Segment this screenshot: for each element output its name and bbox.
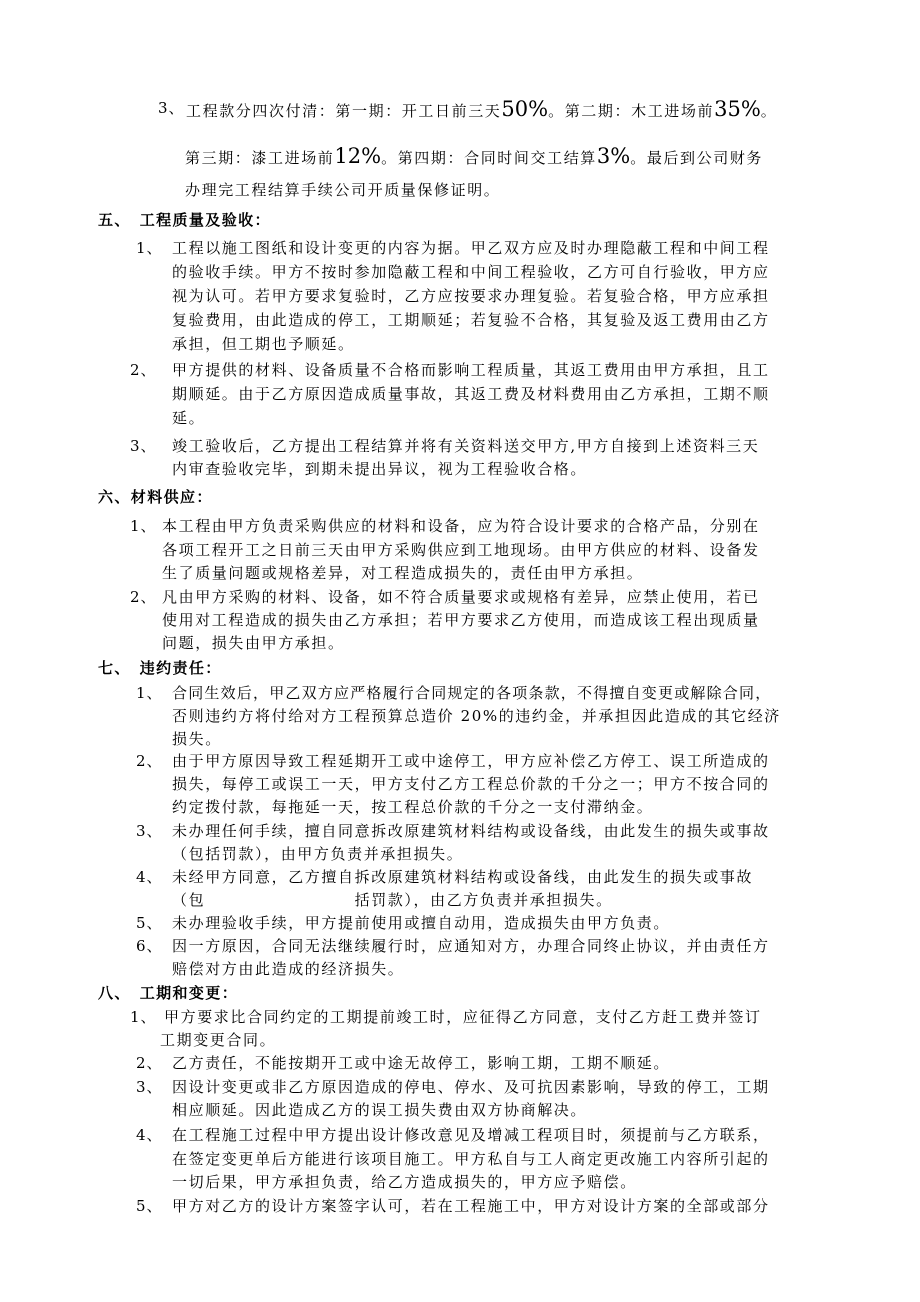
item-number: 1、 <box>136 239 163 257</box>
item-line: 合同生效后，甲乙双方应严格履行合同规定的各项条款，不得擅自变更或解除合同， <box>172 684 772 702</box>
item-line: 相应顺延。因此造成乙方的误工损失费由双方协商解决。 <box>172 1101 588 1119</box>
item-line: 本工程由甲方负责采购供应的材料和设备，应为符合设计要求的合格产品，分别在 <box>162 517 760 535</box>
item-line: 因设计变更或非乙方原因造成的停电、停水、及可抗因素影响，导致的停工，工期 <box>172 1078 770 1096</box>
item-line: 未办理任何手续，擅自同意拆改原建筑材料结构或设备线，由此发生的损失或事故 <box>172 822 770 840</box>
item-number: 1、 <box>136 684 163 702</box>
item-line: 生了质量问题或规格差异，对工程造成损失的，责任由甲方承担。 <box>162 564 644 582</box>
payment-text: 。 <box>760 102 778 120</box>
item-number: 2、 <box>130 361 157 379</box>
payment-percent: 35% <box>714 97 761 121</box>
item-number: 2、 <box>130 588 157 606</box>
item-line: 期顺延。由于乙方原因造成质量事故，其返工费及材料费用由乙方承担，工期不顺 <box>172 385 770 403</box>
item-number: 2、 <box>136 1054 163 1072</box>
section-8-heading: 八、 工期和变更： <box>98 984 239 1002</box>
item-line: 因一方原因，合同无法继续履行时，应通知对方，办理合同终止协议，并由责任方 <box>172 937 770 955</box>
item-line: 各项工程开工之日前三天由甲方采购供应到工地现场。由甲方供应的材料、设备发 <box>162 541 760 559</box>
item-number: 2、 <box>136 752 163 770</box>
item-number: 3、 <box>130 437 157 455</box>
item-number: 3、 <box>136 1078 163 1096</box>
section-6-heading: 六、材料供应： <box>98 488 213 506</box>
item-line: 甲方对乙方的设计方案签字认可，若在工程施工中，甲方对设计方案的全部或部分 <box>172 1197 770 1215</box>
item-line: 损失。 <box>172 730 222 748</box>
item-line: 否则违约方将付给对方工程预算总造价 20%的违约金，并承担因此造成的其它经济 <box>172 707 781 725</box>
item-line: （包括罚款），由甲方负责并承担损失。 <box>172 845 464 863</box>
section-7-heading: 七、 违约责任： <box>98 659 222 677</box>
item-line: 视为认可。若甲方要求复验时，乙方应按要求办理复验。若复验合格，甲方应承担 <box>172 287 770 305</box>
item-number: 6、 <box>136 937 163 955</box>
item-number: 1、 <box>130 517 157 535</box>
item-line: 在工程施工过程中甲方提出设计修改意见及增减工程项目时，须提前与乙方联系， <box>172 1126 770 1144</box>
item-line: 承担，但工期也予顺延。 <box>172 335 355 353</box>
payment-text: 。最后到公司财务 <box>630 149 764 167</box>
item-line: 甲方要求比合同约定的工期提前竣工时，应征得乙方同意，支付乙方赶工费并签订 <box>164 1008 762 1026</box>
item-number: 4、 <box>136 1126 163 1144</box>
item-line: 复验费用，由此造成的停工，工期顺延；若复验不合格，其复验及返工费用由乙方 <box>172 311 770 329</box>
item-line: 工程以施工图纸和设计变更的内容为据。甲乙双方应及时办理隐蔽工程和中间工程 <box>172 239 770 257</box>
item-number: 1、 <box>130 1008 157 1026</box>
item-line: 的验收手续。甲方不按时参加隐蔽工程和中间工程验收，乙方可自行验收，甲方应 <box>172 263 770 281</box>
item-number: 5、 <box>136 1197 163 1215</box>
item-line: 由于甲方原因导致工程延期开工或中途停工，甲方应补偿乙方停工、误工所造成的 <box>172 752 770 770</box>
payment-text: 第三期：漆工进场前 <box>185 149 335 167</box>
item-line: 竣工验收后，乙方提出工程结算并将有关资料送交甲方,甲方自接到上述资料三天 <box>172 437 760 455</box>
item-line: 工期变更合同。 <box>160 1031 277 1049</box>
item-number: 3、 <box>136 822 163 840</box>
item-line: 延。 <box>172 409 206 427</box>
item-line: 一切后果，甲方承担负责，给乙方造成损失的，甲方应予赔偿。 <box>172 1173 637 1191</box>
item-line: 甲方提供的材料、设备质量不合格而影响工程质量，其返工费用由甲方承担，且工 <box>172 361 770 379</box>
item-line: 内审查验收完毕，到期未提出异议，视为工程验收合格。 <box>172 460 588 478</box>
payment-text: 。第二期：木工进场前 <box>548 102 715 120</box>
payment-percent: 50% <box>501 97 549 121</box>
clause-3-number: 3、 <box>158 99 185 117</box>
item-line: 约定拨付款，每拖延一天，按工程总价款的千分之一支付滞纳金。 <box>172 798 654 816</box>
item-line: 未办理验收手续，甲方提前使用或擅自动用，造成损失由甲方负责。 <box>172 914 671 932</box>
section-5-heading: 五、 工程质量及验收： <box>98 211 271 229</box>
item-line: 未经甲方同意，乙方擅自拆改原建筑材料结构或设备线，由此发生的损失或事故 <box>172 868 754 886</box>
item-number: 5、 <box>136 914 163 932</box>
payment-percent: 3% <box>596 144 631 168</box>
item-line: 损失，每停工或误工一天，甲方支付乙方工程总价款的千分之一；甲方不按合同的 <box>172 775 770 793</box>
item-line: 凡由甲方采购的材料、设备，如不符合质量要求或规格有差异，应禁止使用，若已 <box>162 588 760 606</box>
item-line: 赔偿对方由此造成的经济损失。 <box>172 960 405 978</box>
payment-line-3: 办理完工程结算手续公司开质量保修证明。 <box>185 181 501 199</box>
payment-line-2 <box>185 141 763 173</box>
payment-percent: 12% <box>334 144 382 168</box>
payment-text: 。第四期：合同时间交工结算 <box>381 149 597 167</box>
item-line: 在签定变更单后方能进行该项目施工。甲方私自与工人商定更改施工内容所引起的 <box>172 1150 770 1168</box>
item-line: （包 括罚款），由乙方负责并承担损失。 <box>172 891 613 909</box>
payment-line-1 <box>186 94 777 126</box>
payment-text: 工程款分四次付清：第一期：开工日前三天 <box>186 102 502 120</box>
item-number: 4、 <box>136 868 163 886</box>
item-line: 使用对工程造成的损失由乙方承担；若甲方要求乙方使用，而造成该工程出现质量 <box>162 611 760 629</box>
item-line: 问题，损失由甲方承担。 <box>162 634 345 652</box>
item-line: 乙方责任，不能按期开工或中途无故停工，影响工期，工期不顺延。 <box>172 1054 671 1072</box>
